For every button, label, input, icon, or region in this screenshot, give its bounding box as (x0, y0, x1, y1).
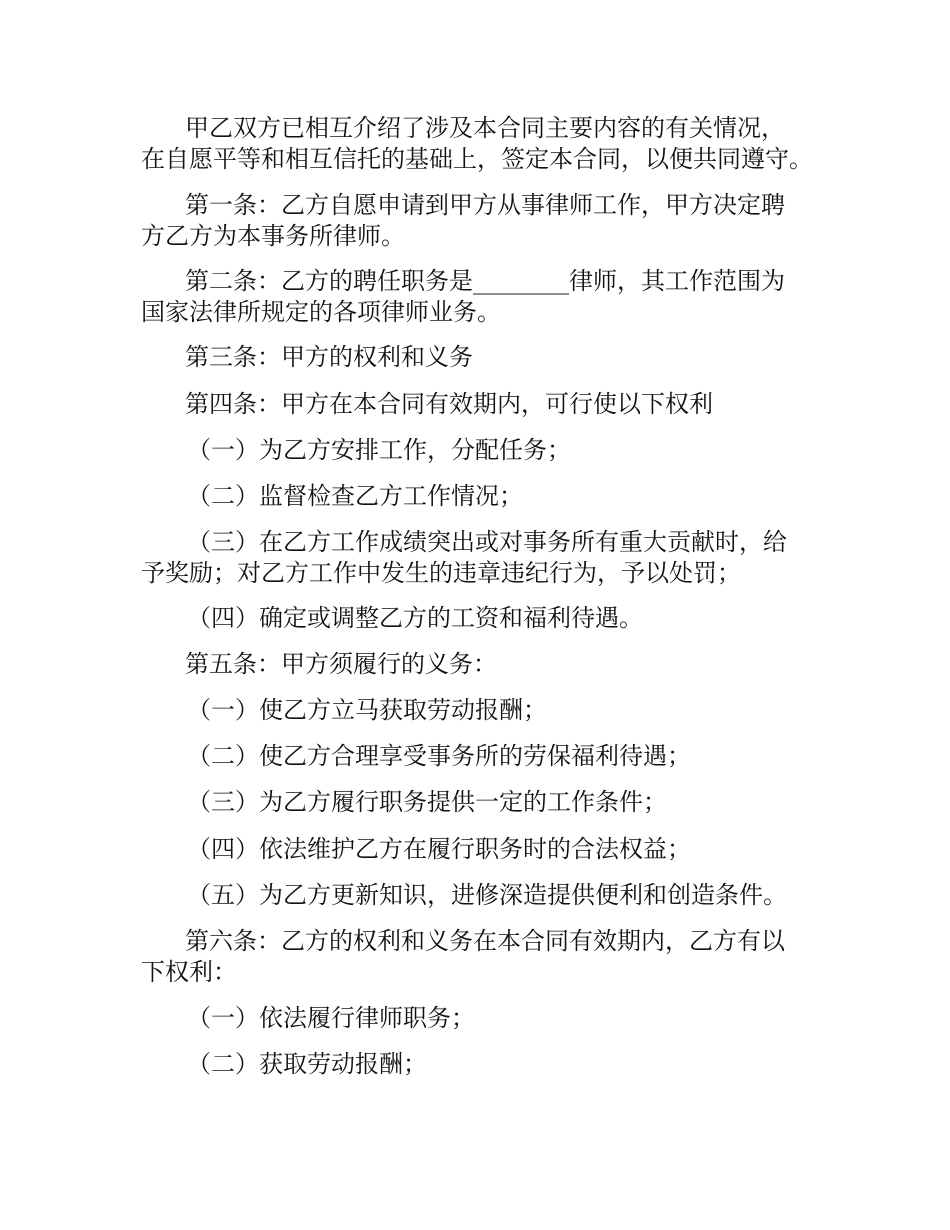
article-5-item-2: （二）使乙方合理享受事务所的劳保福利待遇； (187, 742, 691, 770)
article-6-line-1: 第六条：乙方的权利和义务在本合同有效期内，乙方有以 (185, 927, 785, 955)
article-6-item-2: （二）获取劳动报酬； (187, 1050, 427, 1078)
article-5-item-4: （四）依法维护乙方在履行职务时的合法权益； (187, 835, 691, 863)
article-5-item-1: （一）使乙方立马获取劳动报酬； (187, 696, 547, 724)
article-4: 第四条：甲方在本合同有效期内，可行使以下权利 (185, 390, 713, 418)
article-6-item-1: （一）依法履行律师职务； (187, 1004, 475, 1032)
article-3: 第三条：甲方的权利和义务 (185, 343, 473, 371)
article-1-line-2: 方乙方为本事务所律师。 (141, 222, 405, 250)
article-1-line-1: 第一条：乙方自愿申请到甲方从事律师工作，甲方决定聘 (185, 191, 785, 219)
article-5-item-5: （五）为乙方更新知识，进修深造提供便利和创造条件。 (187, 881, 787, 909)
article-5-item-3: （三）为乙方履行职务提供一定的工作条件； (187, 788, 667, 816)
preamble-line-1: 甲乙双方已相互介绍了涉及本合同主要内容的有关情况， (185, 114, 785, 142)
article-4-item-3-line-2: 予奖励；对乙方工作中发生的违章违纪行为，予以处罚； (141, 559, 741, 587)
article-5: 第五条：甲方须履行的义务： (185, 650, 497, 678)
article-6-line-2: 下权利： (141, 958, 237, 986)
article-2-line-1: 第二条：乙方的聘任职务是________律师，其工作范围为 (185, 267, 785, 295)
article-4-item-1: （一）为乙方安排工作，分配任务； (187, 436, 571, 464)
article-4-item-3-line-1: （三）在乙方工作成绩突出或对事务所有重大贡献时，给 (187, 528, 787, 556)
article-4-item-4: （四）确定或调整乙方的工资和福利待遇。 (187, 604, 643, 632)
article-2-line-2: 国家法律所规定的各项律师业务。 (141, 298, 501, 326)
article-4-item-2: （二）监督检查乙方工作情况； (187, 482, 523, 510)
preamble-line-2: 在自愿平等和相互信托的基础上，签定本合同，以便共同遵守。 (141, 145, 813, 173)
